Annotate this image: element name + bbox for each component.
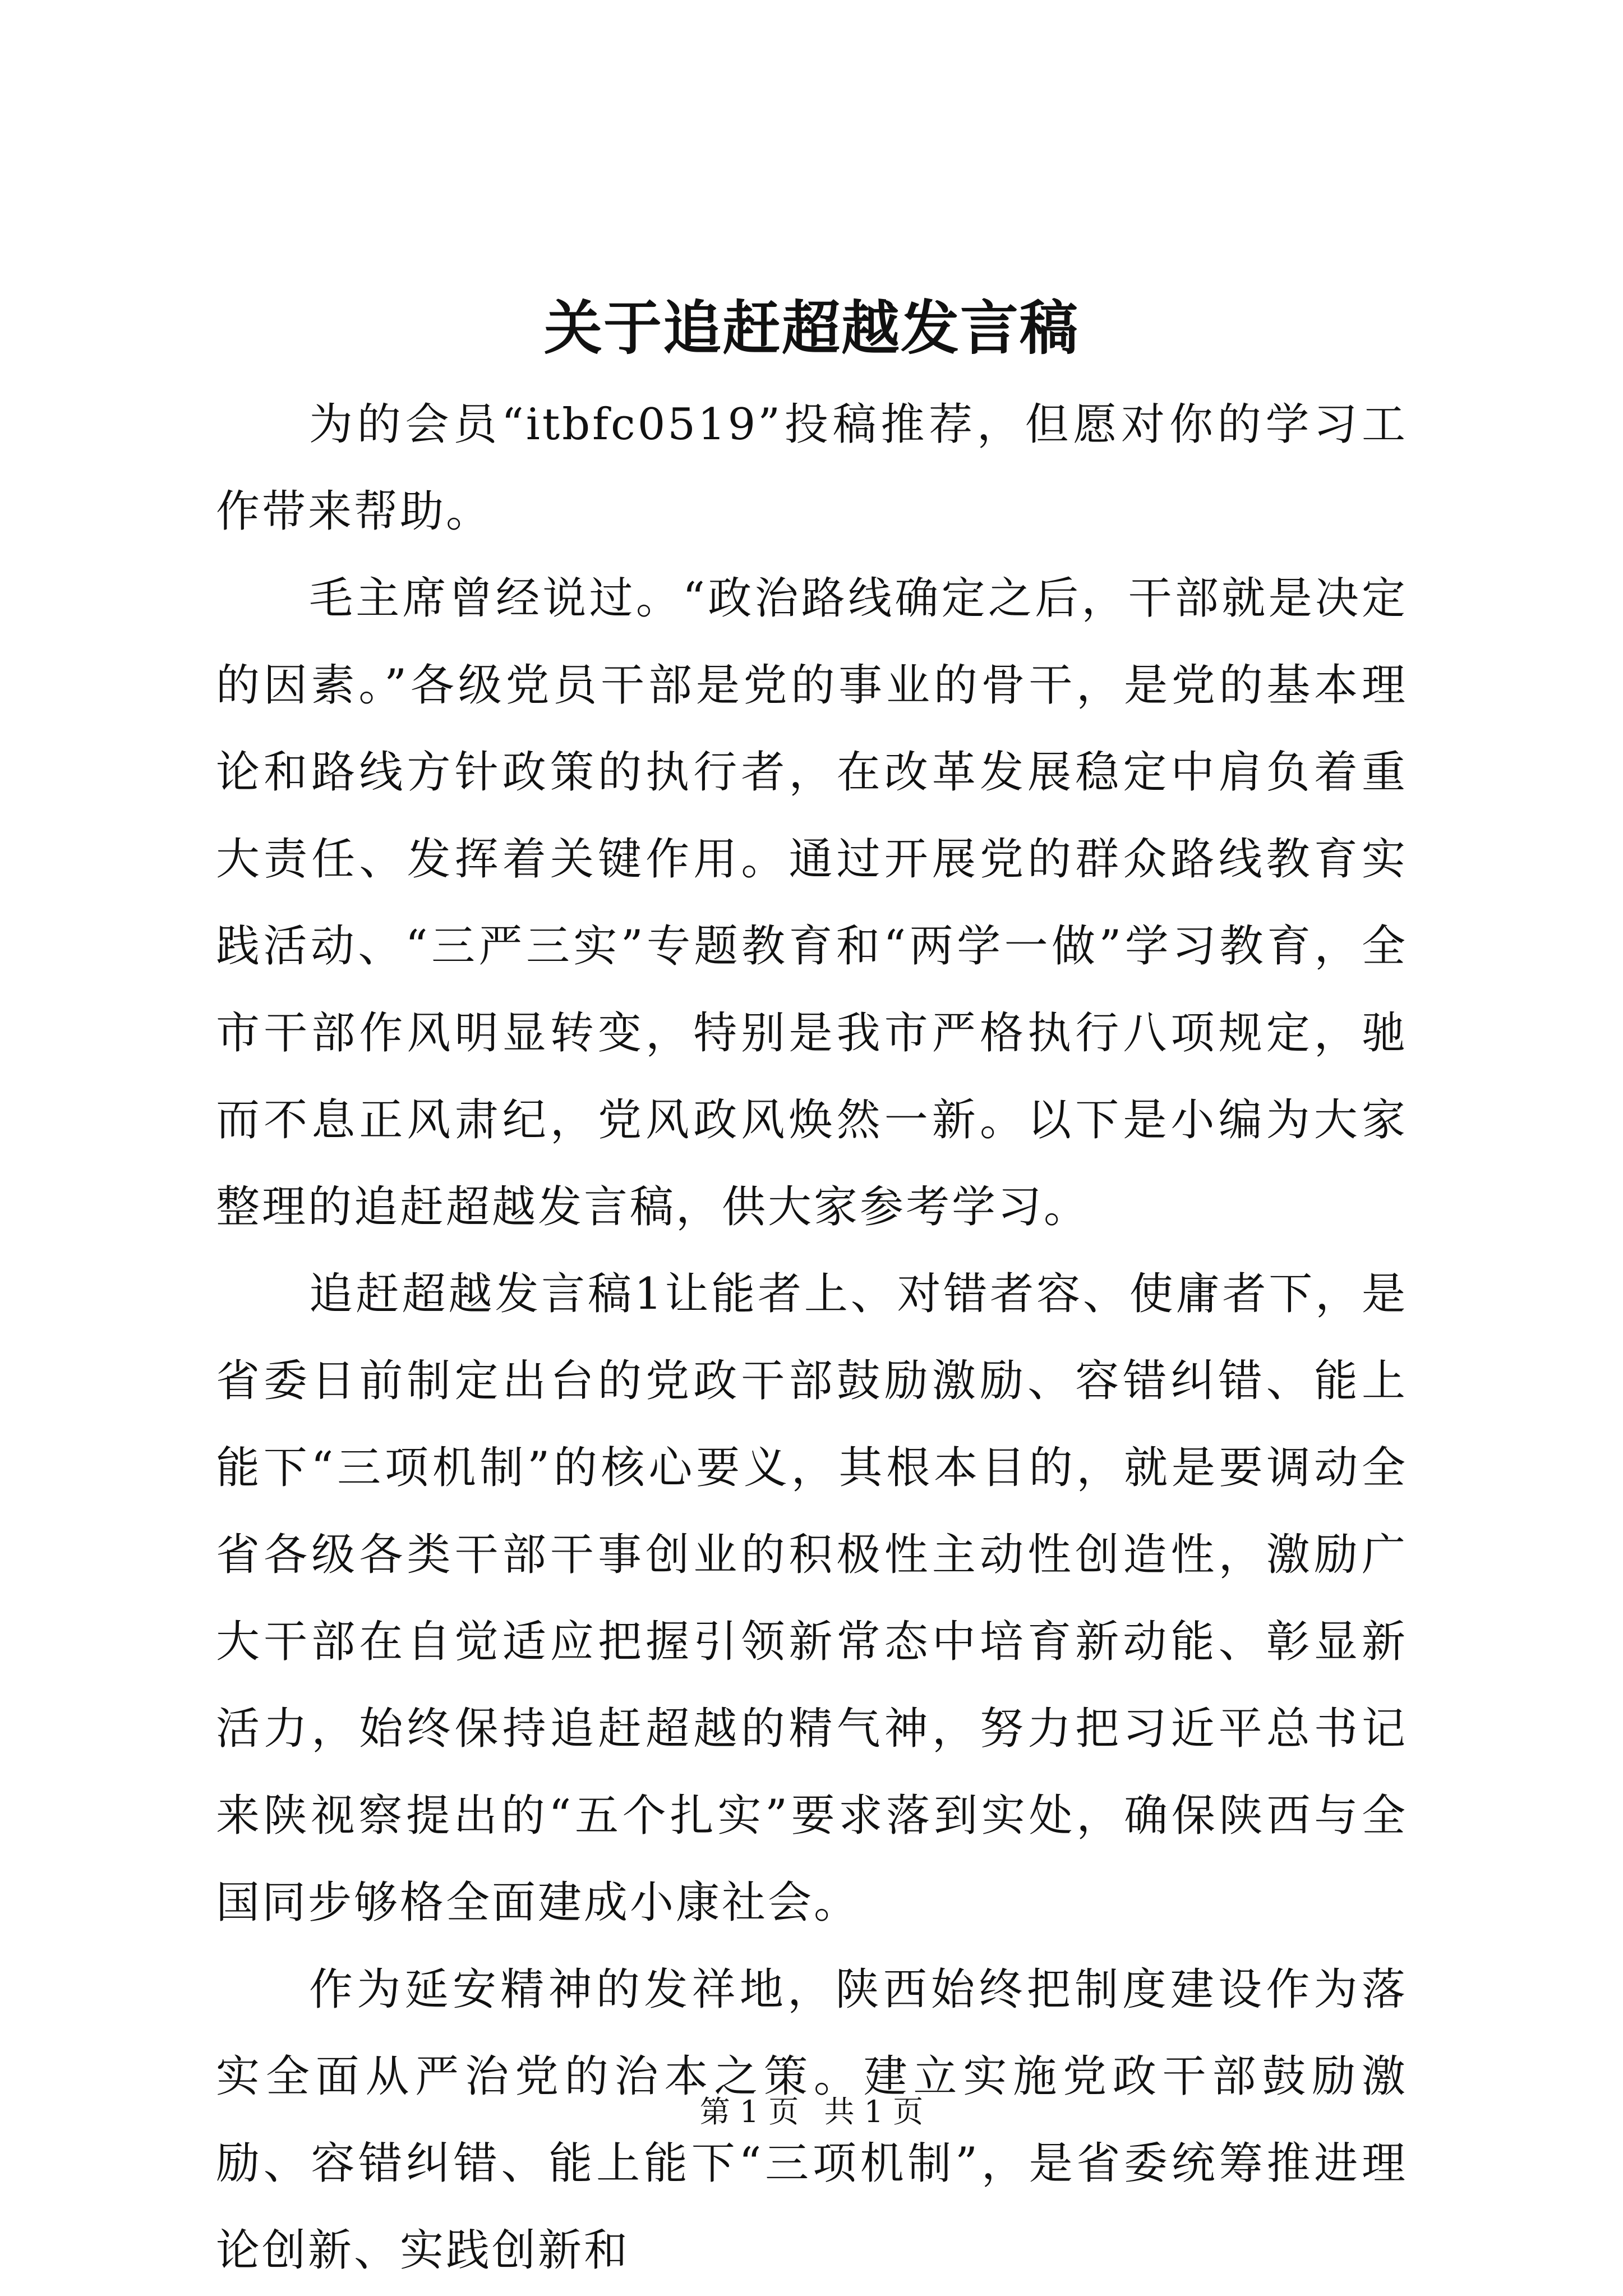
paragraph-speech-1: 追赶超越发言稿1让能者上、对错者容、使庸者下，是省委日前制定出台的党政干部鼓励激励、容错纠错、能上能下“三项机制”的核心要义，其根本目的，就是要调动全省各级各类干部干事创业的积极性主动性创造性，激励广大干部在自觉适应把握引领新常态中培育新动能、彰显新活力，始终保持追赶超越的精气神，努力把习近平总书记来陕视察提出的“五个扎实”要求落到实处，确保陕西与全国同步够格全面建成小康社会。 xyxy=(216,1269,1408,1928)
paragraph-background: 毛主席曾经说过。“政治路线确定之后，干部就是决定的因素。”各级党员干部是党的事业的骨干，是党的基本理论和路线方针政策的执行者，在改革发展稳定中肩负着重大责任、发挥着关键作用。通过开展党的群众路线教育实践活动、“三严三实”专题教育和“两学一做”学习教育，全市干部作风明显转变，特别是我市严格执行八项规定，驰而不息正风肃纪，党风政风焕然一新。以下是小编为大家整理的追赶超越发言稿，供大家参考学习。 xyxy=(216,573,1408,1232)
document-body xyxy=(216,381,1408,2294)
page-total: 共 1 页 xyxy=(824,2094,924,2129)
paragraph-yanan: 作为延安精神的发祥地，陕西始终把制度建设作为落实全面从严治党的治本之策。建立实施党政干部鼓励激励、容错纠错、能上能下“三项机制”，是省委统筹推进理论创新、实践创新和 xyxy=(216,1964,1408,2276)
paragraph-intro: 为的会员“itbfc0519”投稿推荐，但愿对你的学习工作带来帮助。 xyxy=(216,399,1408,537)
document-title: 关于追赶超越发言稿 xyxy=(543,293,1079,362)
page-number: 第 1 页 xyxy=(699,2094,799,2129)
page-footer xyxy=(0,2090,1623,2134)
